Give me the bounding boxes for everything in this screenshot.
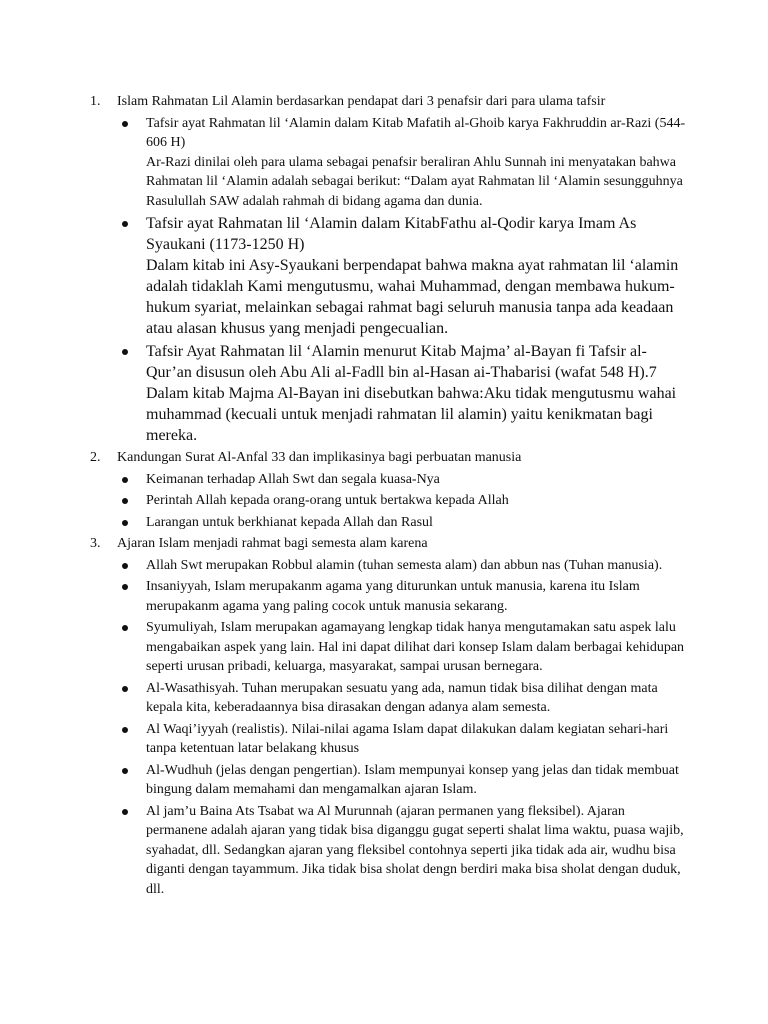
bullet-list — [117, 470, 688, 533]
item-heading: Islam Rahmatan Lil Alamin berdasarkan pendapat dari 3 penafsir dari para ulama tafsir — [117, 94, 606, 109]
list-item-1 — [0, 92, 768, 446]
bullet-list — [117, 556, 688, 900]
bullet-item: Allah Swt merupakan Robbul alamin (tuhan semesta alam) dan abbun nas (Tuhan manusia). — [117, 556, 688, 576]
bullet-item: Syumuliyah, Islam merupakan agamayang lengkap tidak hanya mengutamakan satu aspek lalu mengabaikan aspek yang lain. Hal ini dapat dilihat dari konsep Islam dalam berbagai kehidupan seperti urusan pribadi, keluarga, masyarakat, sampai urusan bernegara. — [117, 618, 688, 677]
bullet-title: Tafsir ayat Rahmatan lil ‘Alamin dalam Kitab Mafatih al-Ghoib karya Fakhruddin ar-Razi (544-606 H) — [146, 115, 686, 150]
bullet-body: Dalam kitab Majma Al-Bayan ini disebutkan bahwa:Aku tidak mengutusmu wahai muhammad (kecuali untuk menjadi rahmatan lil alamin) yaitu kenikmatan bagi mereka. — [146, 385, 677, 444]
bullet-item: Insaniyyah, Islam merupakanm agama yang diturunkan untuk manusia, karena itu Islam merupakanm agama yang paling cocok untuk manusia sekarang. — [117, 577, 688, 616]
bullet-item: Al-Wudhuh (jelas dengan pengertian). Islam mempunyai konsep yang jelas dan tidak membuat bingung dalam memahami dan mengamalkan ajaran Islam. — [117, 761, 688, 800]
bullet-item: Larangan untuk berkhianat kepada Allah dan Rasul — [117, 513, 688, 533]
bullet-item — [117, 114, 688, 212]
bullet-list — [117, 114, 688, 447]
bullet-item: Al jam’u Baina Ats Tsabat wa Al Murunnah (ajaran permanen yang fleksibel). Ajaran permanene adalah ajaran yang tidak bisa diganggu gugat seperti shalat lima waktu, puasa wajib, syahadat, dll. Sedangkan ajaran yang fleksibel contohnya seperti jika tidak ada air, wudhu bisa diganti dengan tayammum. Jika tidak bisa sholat dengn berdiri maka bisa sholat dengan duduk, dll. — [117, 802, 688, 900]
bullet-title: Tafsir ayat Rahmatan lil ‘Alamin dalam KitabFathu al-Qodir karya Imam As Syaukani (1173-1250 H) — [146, 215, 637, 253]
item-heading: Kandungan Surat Al-Anfal 33 dan implikasinya bagi perbuatan manusia — [117, 450, 522, 465]
item-number: 3. — [90, 536, 101, 551]
bullet-body: Ar-Razi dinilai oleh para ulama sebagai penafsir beraliran Ahlu Sunnah ini menyatakan bahwa Rahmatan lil ‘Alamin adalah sebagai berikut: “Dalam ayat Rahmatan lil ‘Alamin sesungguhnya Rasulullah SAW adalah rahmah di bidang agama dan dunia. — [146, 154, 683, 209]
bullet-item — [117, 213, 688, 339]
bullet-item: Al Waqi’iyyah (realistis). Nilai-nilai agama Islam dapat dilakukan dalam kegiatan sehari-hari tanpa ketentuan latar belakang khusus — [117, 720, 688, 759]
bullet-title: Tafsir Ayat Rahmatan lil ‘Alamin menurut Kitab Majma’ al-Bayan fi Tafsir al-Qur’an disusun oleh Abu Ali al-Fadll bin al-Hasan ai-Thabarisi (wafat 548 H).7 — [146, 343, 657, 381]
item-number: 1. — [90, 94, 101, 109]
bullet-item: Keimanan terhadap Allah Swt dan segala kuasa-Nya — [117, 470, 688, 490]
main-list — [0, 92, 768, 899]
item-heading: Ajaran Islam menjadi rahmat bagi semesta alam karena — [117, 536, 428, 551]
list-item-2 — [0, 448, 768, 532]
bullet-item: Perintah Allah kepada orang-orang untuk bertakwa kepada Allah — [117, 491, 688, 511]
bullet-item — [117, 341, 688, 446]
item-number: 2. — [90, 450, 101, 465]
list-item-3 — [0, 534, 768, 899]
bullet-item: Al-Wasathisyah. Tuhan merupakan sesuatu yang ada, namun tidak bisa dilihat dengan mata kepala kita, keberadaannya bisa dirasakan dengan adanya alam semesta. — [117, 679, 688, 718]
bullet-body: Dalam kitab ini Asy-Syaukani berpendapat bahwa makna ayat rahmatan lil ‘alamin adalah tidaklah Kami mengutusmu, wahai Muhammad, dengan membawa hukum-hukum syariat, melainkan sebagai rahmat bagi seluruh manusia tanpa ada keadaan atau alasan khusus yang menjadi pengecualian. — [146, 257, 679, 337]
